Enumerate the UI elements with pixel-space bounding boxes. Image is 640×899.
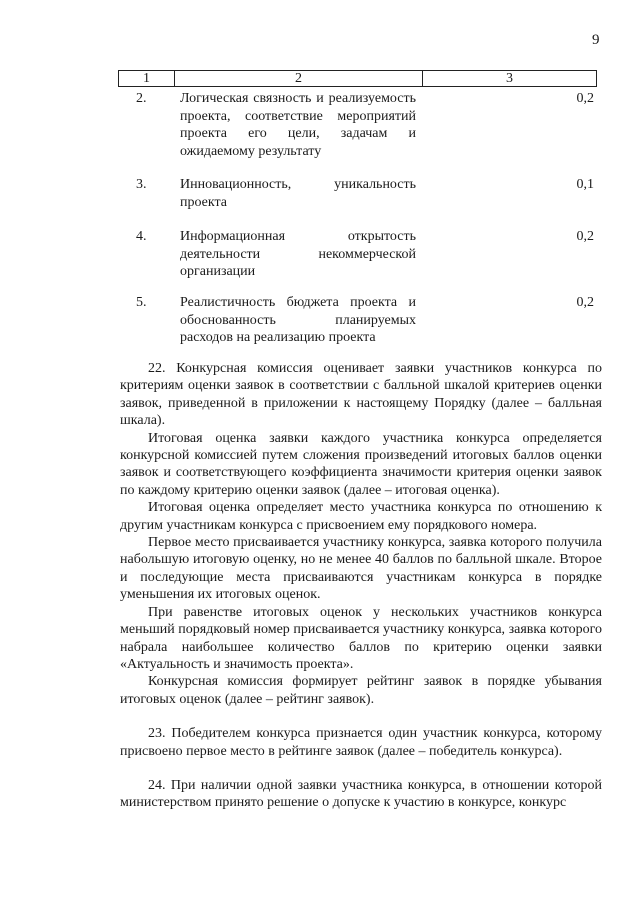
row-criterion: Информационная открытость деятельности некоммерческой организации [180, 229, 416, 279]
paragraph-22: 22. Конкурсная комиссия оценивает заявки участников конкурса по критериям оценки заявок в соответствии с балльной шкалой критериев оценки заявок, приведенной в приложении к настоящему Порядку (далее – балльная шкала). [120, 361, 602, 429]
paragraph: Итоговая оценка определяет место участника конкурса по отношению к другим участникам конкурса с присвоением ему порядкового номера. [120, 500, 602, 533]
document-body [120, 360, 602, 812]
table-header-col-3: 3 [506, 71, 513, 86]
table-header [118, 70, 597, 87]
paragraph-23: 23. Победителем конкурса признается один участник конкурса, которому присвоено первое место в рейтинге заявок (далее – победитель конкурса). [120, 726, 602, 759]
row-number: 5. [136, 295, 147, 310]
row-number: 3. [136, 177, 147, 192]
row-criterion: Реалистичность бюджета проекта и обоснованность планируемых расходов на реализацию проекта [180, 295, 416, 345]
paragraph: Итоговая оценка заявки каждого участника конкурса определяется конкурсной комиссией путем сложения произведений итоговых баллов оценки заявок и соответствующего коэффициента значимости критерия оценки заявок по каждому критерию оценки заявок (далее – итоговая оценка). [120, 430, 602, 498]
row-criterion: Логическая связность и реализуемость проекта, соответствие мероприятий проекта его цели, задачам и ожидаемому результату [180, 91, 416, 159]
table-header-col-1: 1 [119, 71, 175, 86]
row-coefficient: 0,2 [576, 91, 594, 106]
row-coefficient: 0,2 [576, 229, 594, 244]
row-number: 2. [136, 91, 147, 106]
paragraph: При равенстве итоговых оценок у нескольких участников конкурса меньший порядковый номер присваивается участнику конкурса, заявка которого набрала наибольшее количество баллов по критерию оценки заявки «Актуальность и значимость проекта». [120, 604, 602, 672]
paragraph-24: 24. При наличии одной заявки участника конкурса, в отношении которой министерством принято решение о допуске к участию в конкурсе, конкурс [120, 777, 602, 811]
row-coefficient: 0,2 [576, 295, 594, 310]
table-header-col-2: 2 [175, 71, 423, 86]
row-coefficient: 0,1 [576, 177, 594, 192]
page-number: 9 [592, 32, 600, 48]
paragraph: Конкурсная комиссия формирует рейтинг заявок в порядке убывания итоговых оценок (далее – рейтинг заявок). [120, 674, 602, 707]
row-number: 4. [136, 229, 147, 244]
row-criterion: Инновационность, уникальность проекта [180, 177, 416, 210]
paragraph: Первое место присваивается участнику конкурса, заявка которого получила набольшую итоговую оценку, но не менее 40 баллов по балльной шкале. Второе и последующие места присваиваются участникам конкурса в порядке уменьшения их итоговых оценок. [120, 535, 602, 603]
